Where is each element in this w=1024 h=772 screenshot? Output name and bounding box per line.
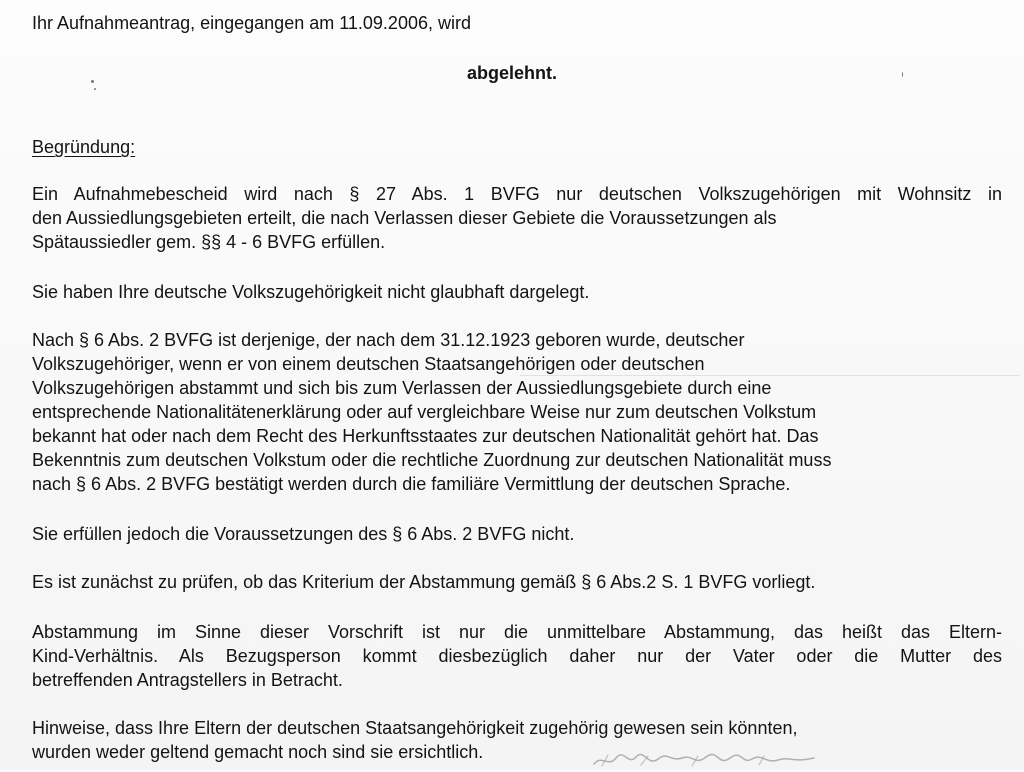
scan-speck	[94, 88, 96, 90]
paragraph-6-line-3: betreffenden Antragstellers in Betracht.	[32, 670, 343, 690]
paragraph-3-line-2: Volkszugehöriger, wenn er von einem deutschen Staatsangehörigen oder deutschen	[32, 354, 705, 374]
paragraph-3-line-5: bekannt hat oder nach dem Recht des Herkunftsstaates zur deutschen Nationalität gehört hat. Das	[32, 426, 819, 446]
paragraph-1-line-1: Ein Aufnahmebescheid wird nach § 27 Abs. 1 BVFG nur deutschen Volkszugehörigen mit Wohnsitz in	[32, 184, 1002, 204]
handwritten-scribble	[590, 748, 820, 772]
paragraph-1-line-3: Spätaussiedler gem. §§ 4 - 6 BVFG erfüllen.	[32, 232, 386, 252]
decision-text: abgelehnt.	[466, 63, 557, 83]
paragraph-3-line-4: entsprechende Nationalitätenerklärung oder auf vergleichbare Weise nur zum deutschen Volkstum	[32, 402, 817, 422]
paragraph-3-line-7: nach § 6 Abs. 2 BVFG bestätigt werden durch die familiäre Vermittlung der deutschen Sprache.	[32, 474, 791, 494]
paragraph-7-line-2: wurden weder geltend gemacht noch sind sie ersichtlich.	[32, 742, 484, 762]
paragraph-1-line-2: den Aussiedlungsgebieten erteilt, die nach Verlassen dieser Gebiete die Voraussetzungen als	[32, 208, 777, 228]
paragraph-3-line-3: Volkszugehörigen abstammt und sich bis zum Verlassen der Aussiedlungsgebiete durch eine	[32, 378, 772, 398]
paragraph-3-line-6: Bekenntnis zum deutschen Volkstum oder die rechtliche Zuordnung zur deutschen Nationalität muss	[32, 450, 832, 470]
reasoning-heading: Begründung:	[32, 137, 136, 157]
paragraph-6-line-1: Abstammung im Sinne dieser Vorschrift ist nur die unmittelbare Abstammung, das heißt das Eltern-	[32, 622, 1002, 642]
paragraph-2: Sie haben Ihre deutsche Volkszugehörigkeit nicht glaubhaft dargelegt.	[32, 282, 590, 302]
paragraph-7-line-1: Hinweise, dass Ihre Eltern der deutschen Staatsangehörigkeit zugehörig gewesen sein könnten,	[32, 718, 798, 738]
paragraph-3-line-1: Nach § 6 Abs. 2 BVFG ist derjenige, der nach dem 31.12.1923 geboren wurde, deutscher	[32, 330, 745, 350]
paragraph-5: Es ist zunächst zu prüfen, ob das Kriterium der Abstammung gemäß § 6 Abs.2 S. 1 BVFG vorliegt.	[32, 572, 816, 592]
paragraph-4: Sie erfüllen jedoch die Voraussetzungen des § 6 Abs. 2 BVFG nicht.	[32, 524, 575, 544]
application-intro-line: Ihr Aufnahmeantrag, eingegangen am 11.09.2006, wird	[32, 13, 471, 33]
paragraph-6-line-2: Kind-Verhältnis. Als Bezugsperson kommt diesbezüglich daher nur der Vater oder die Mutter des	[32, 646, 1002, 666]
